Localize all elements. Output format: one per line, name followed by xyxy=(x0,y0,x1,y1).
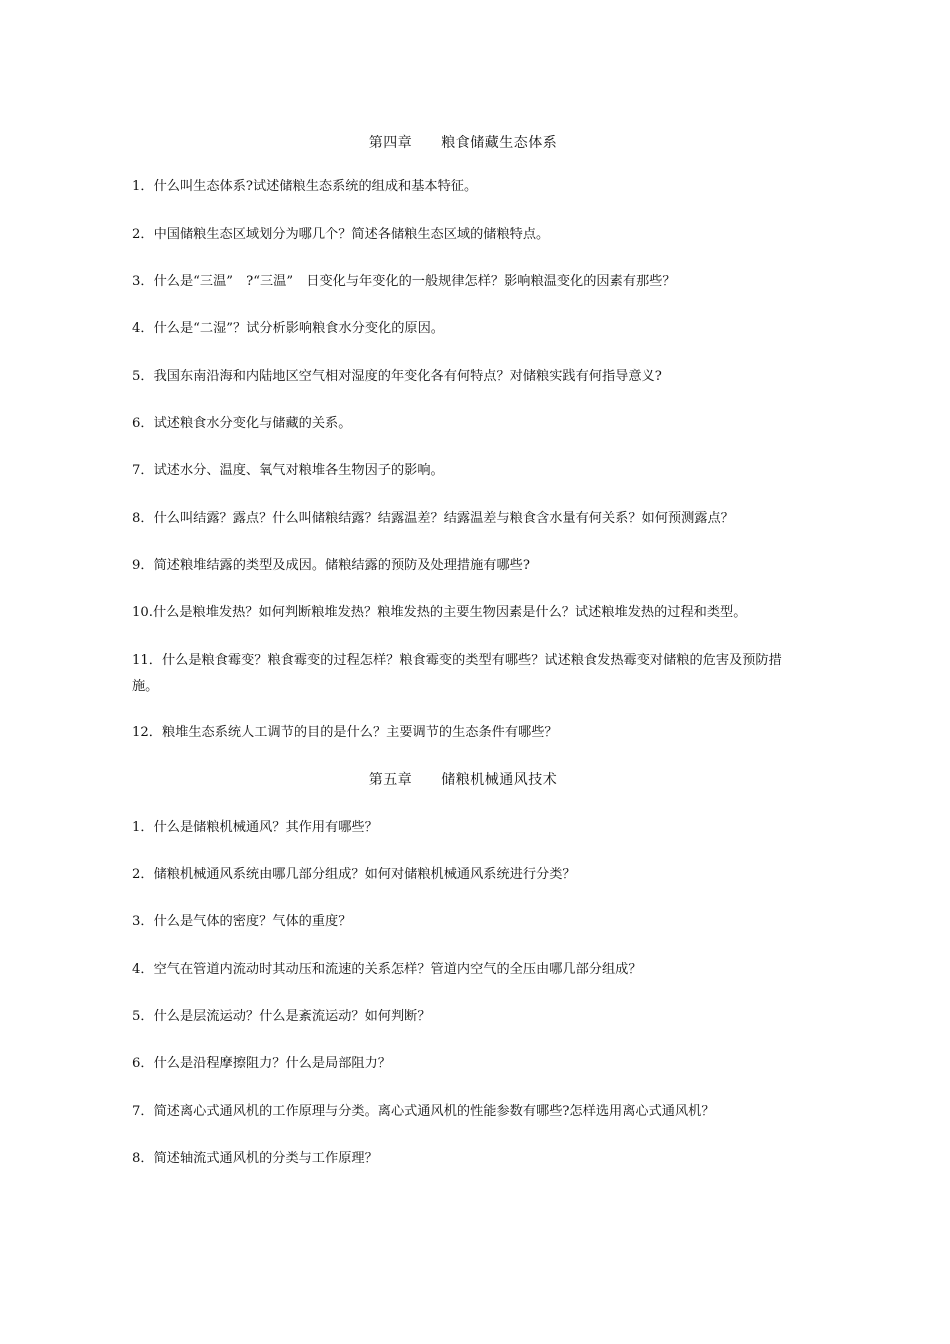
ch5-question-3: 3．什么是气体的密度？气体的重度？ xyxy=(132,914,352,929)
ch4-question-3: 3．什么是“三温” ?“三温” 日变化与年变化的一般规律怎样？影响粮温变化的因素有那些？ xyxy=(132,274,676,289)
ch5-question-7: 7．简述离心式通风机的工作原理与分类。离心式通风机的性能参数有哪些?怎样选用离心式通风机？ xyxy=(132,1104,715,1119)
ch5-question-4: 4．空气在管道内流动时其动压和流速的关系怎样？管道内空气的全压由哪几部分组成？ xyxy=(132,962,642,977)
ch4-question-5: 5．我国东南沿海和内陆地区空气相对湿度的年变化各有何特点？对储粮实践有何指导意义? xyxy=(132,369,662,384)
ch5-question-2: 2．储粮机械通风系统由哪几部分组成？如何对储粮机械通风系统进行分类？ xyxy=(132,867,576,882)
ch4-question-7: 7．试述水分、温度、氧气对粮堆各生物因子的影响。 xyxy=(132,463,444,478)
ch4-question-8: 8．什么叫结露？露点？什么叫储粮结露？结露温差？结露温差与粮食含水量有何关系？如何预测露点？ xyxy=(132,511,734,526)
chapter-4-title: 第四章 粮食储藏生态体系 xyxy=(368,135,558,151)
ch5-question-5: 5．什么是层流运动？什么是紊流运动？如何判断？ xyxy=(132,1009,431,1024)
ch4-question-2: 2．中国储粮生态区域划分为哪几个？简述各储粮生态区域的储粮特点。 xyxy=(132,227,550,242)
ch4-question-6: 6．试述粮食水分变化与储藏的关系。 xyxy=(132,416,352,431)
ch5-question-8: 8．简述轴流式通风机的分类与工作原理？ xyxy=(132,1151,378,1166)
ch4-question-9: 9．简述粮堆结露的类型及成因。储粮结露的预防及处理措施有哪些? xyxy=(132,558,530,573)
ch4-question-1: 1．什么叫生态体系?试述储粮生态系统的组成和基本特征。 xyxy=(132,179,478,194)
ch5-question-1: 1．什么是储粮机械通风？其作用有哪些？ xyxy=(132,820,378,835)
ch4-question-11: 11．什么是粮食霉变？粮食霉变的过程怎样？粮食霉变的类型有哪些？试述粮食发热霉变对储粮的危害及预防措施。 xyxy=(132,653,782,694)
ch4-question-12: 12．粮堆生态系统人工调节的目的是什么？主要调节的生态条件有哪些？ xyxy=(132,725,558,740)
ch4-question-4: 4．什么是“二湿”？试分析影响粮食水分变化的原因。 xyxy=(132,321,444,336)
ch5-question-6: 6．什么是沿程摩擦阻力？什么是局部阻力？ xyxy=(132,1056,391,1071)
chapter-5-title: 第五章 储粮机械通风技术 xyxy=(368,772,558,788)
ch4-question-10: 10.什么是粮堆发热？如何判断粮堆发热？粮堆发热的主要生物因素是什么？试述粮堆发热的过程和类型。 xyxy=(132,605,747,620)
